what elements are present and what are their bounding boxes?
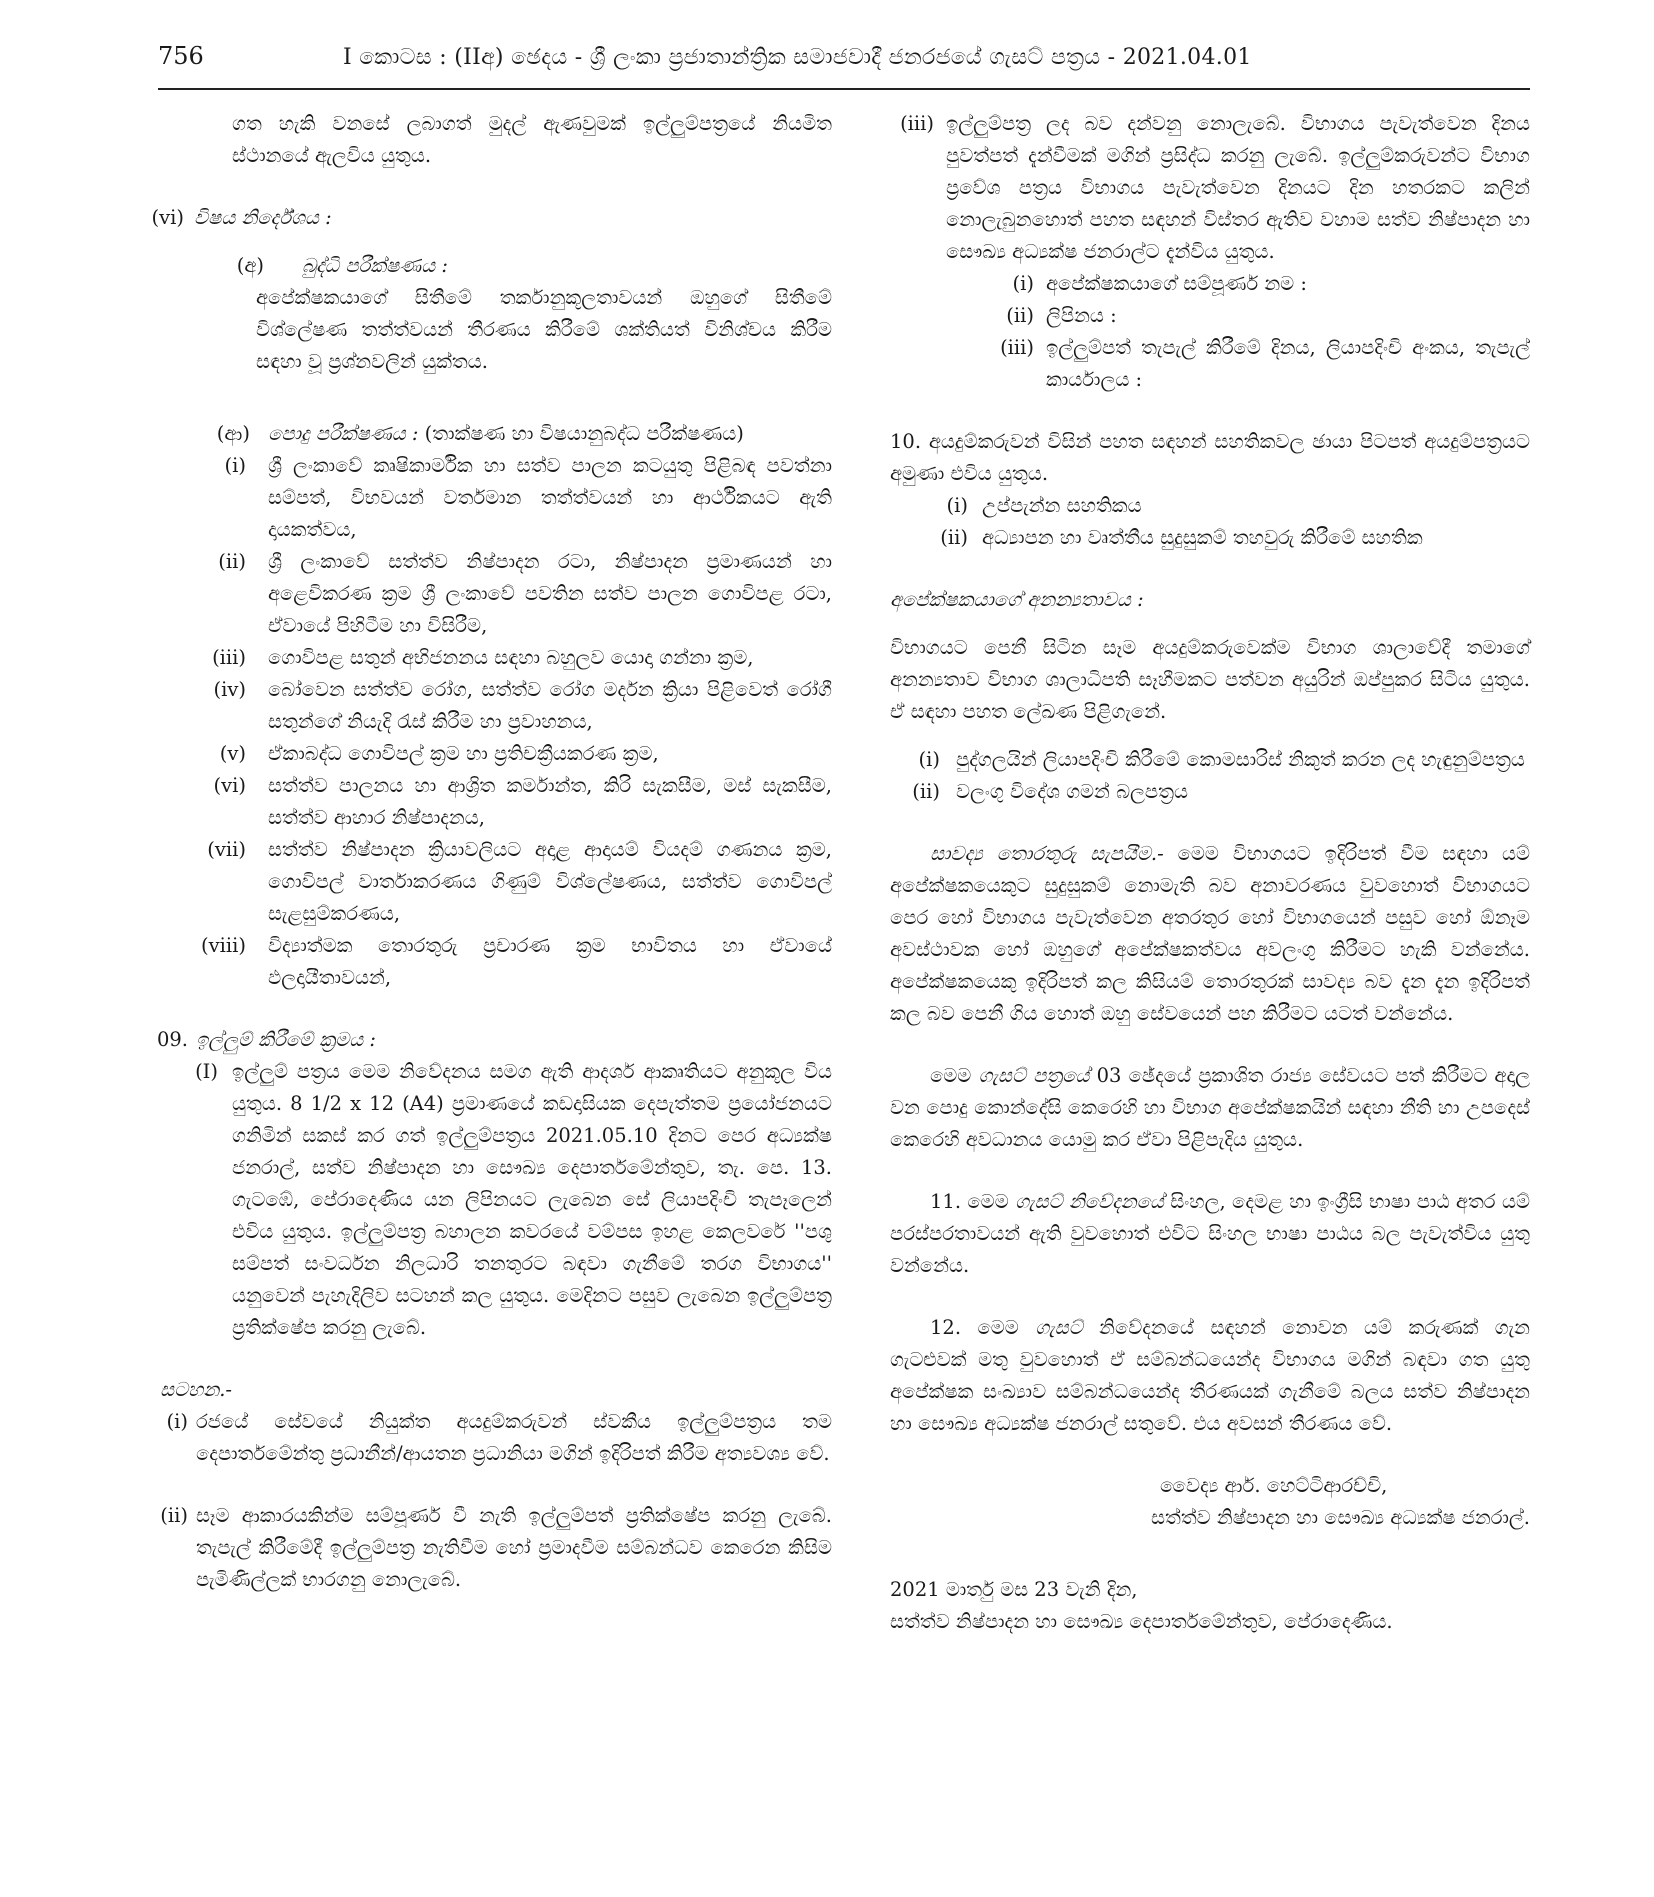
topic-text: සත්ත්ව නිෂ්පාදන ක්‍රියාවලියට අදාළ ආදායම් වියදම් ගණනය ක්‍රම, ගොවිපල් වාර්තාකරණය ගිණුම් විශ්ලේෂණය, සත්ත්ව ගොවිපල් සැළසුම්කරණය, xyxy=(268,838,832,925)
false-information-title: සාවද්‍ය තොරතුරු සැපයීම.- xyxy=(930,842,1164,865)
clause-label: (I) xyxy=(195,1060,218,1083)
identity-doc-number: (ii) xyxy=(912,780,940,803)
topic-item xyxy=(160,642,832,674)
identity-doc-item xyxy=(890,744,1530,776)
page-header xyxy=(158,42,1530,92)
detail-item xyxy=(890,268,1530,300)
general-test-subtitle: (තාක්ෂණ හා විෂයානුබද්ධ පරීක්ෂණය) xyxy=(418,422,744,445)
header-divider xyxy=(158,88,1530,90)
application-method-body: ඉල්ලුම් පත්‍රය මෙම නිවේදනය සමග ඇති ආදර්ශ ආකෘතියට අනුකූල විය යුතුය. 8 1/2 x 12 (A4) ප්‍රමාණයේ කඩදාසියක දෙපැත්තම ප්‍රයෝජනයට ගනිමින් සකස් කර ගත් ඉල්ලුම්පත්‍රය 2021.05.10 දිනට පෙර අධ්‍යක්ෂ ජනරාල්, සත්ව නිෂ්පාදන හා සෞඛ්‍ය දෙපාර්තමේන්තුව, තැ. පෙ. 13. ගැටඹේ, පේරාදෙණිය යන ලිපිනයට ලැබෙන සේ ලියාපදිංචි තැපෑලෙන් එවිය යුතුය. ඉල්ලුම්පත්‍ර බහාලන කවරයේ වම්පස ඉහළ කෙලවරේ ''පශු සම්පත් සංවර්ධන නිලධාරි තනතුරට බඳවා ගැනීමේ තරග විභාගය'' යනුවෙන් පැහැදිලිව සටහන් කල යුතුය. මෙදිනට පසුව ලැබෙන ඉල්ලුම්පත්‍ර ප්‍රතික්ෂේප කරනු ලැබේ. xyxy=(232,1060,832,1339)
topic-number: (iii) xyxy=(212,646,246,669)
certificate-number: (ii) xyxy=(940,526,968,549)
false-information-paragraph xyxy=(890,838,1530,1030)
certificate-item xyxy=(890,522,1530,554)
admission-card-text: ඉල්ලුම්පත්‍ර ලද බව දන්වනු නොලැබේ. විභාගය පැවැත්වෙන දිනය පුවත්පත් දැන්වීමක් මගින් ප්‍රසිද්ධ කරනු ලැබේ. ඉල්ලුම්කරුවන්ට විභාග ප්‍රවේශ පත්‍රය විභාගය පැවැත්වෙන දිනයට දින හතරකට කලින් නොලැබුනහොත් පහත සඳහන් විස්තර ඇතිව වහාම සත්ව නිෂ්පාදන හා සෞඛ්‍ය අධ්‍යක්ෂ ජනරාල්ට දැන්විය යුතුය. xyxy=(946,112,1530,263)
general-conditions-paragraph xyxy=(890,1060,1530,1156)
identity-doc-text: පුද්ගලයින් ලියාපදිංචි කිරීමේ කොමසාරිස් නිකුත් කරන ලද හැඳුනුම්පත්‍රය xyxy=(956,748,1525,771)
signatory-name: වෛද්‍ය ආර්. හෙට්ටිආරච්චි, xyxy=(1160,1474,1388,1497)
left-column xyxy=(151,108,832,1596)
intelligence-test-heading xyxy=(160,250,832,282)
certificates-paragraph: 10. අයදුම්කරුවන් විසින් පහත සඳහන් සහතිකවල ඡායා පිටපත් අයදුම්පත්‍රයට අමුණා එවිය යුතුය. xyxy=(890,430,1530,485)
topic-item xyxy=(160,738,832,770)
topic-item xyxy=(160,930,832,994)
language-precedence-paragraph xyxy=(890,1186,1530,1282)
identity-paragraph: විභාගයට පෙනී සිටින සෑම අයදුම්කරුවෙක්ම විභාග ශාලාවේදී තමාගේ අනන්‍යතාව විභාග ශාලාධිපති සෑහීමකට පත්වන අයුරින් ඔප්පුකර සිටිය යුතුය. ඒ සඳහා පහත ලේඛණ පිළිගැනේ. xyxy=(890,636,1530,723)
note-heading: සටහන.- xyxy=(160,1378,233,1401)
identity-doc-text: වලංගු විදේශ ගමන් බලපත්‍රය xyxy=(956,780,1188,803)
certificate-item xyxy=(890,490,1530,522)
topic-number: (i) xyxy=(224,454,246,477)
detail-number: (iii) xyxy=(1000,336,1034,359)
topic-text: බෝවෙන සත්ත්ව රෝග, සත්ත්ව රෝග මර්දන ක්‍රියා පිළිවෙත් රෝගී සතුන්ගේ නියැදි රැස් කිරීම හා ප්‍රවාහනය, xyxy=(268,678,832,733)
application-method-title: ඉල්ලුම් කිරීමේ ක්‍රමය : xyxy=(196,1028,376,1051)
final-decision-paragraph xyxy=(890,1312,1530,1440)
certificate-number: (i) xyxy=(946,494,968,517)
paragraph-text: 11. මෙම xyxy=(930,1190,1016,1213)
topic-item xyxy=(160,834,832,930)
intelligence-test-title: බුද්ධි පරීක්ෂණය : xyxy=(302,254,448,277)
detail-item xyxy=(890,332,1530,396)
identity-heading: අපේක්ෂකයාගේ අනන්‍යතාවය : xyxy=(890,588,1144,611)
topic-text: සත්ත්ව පාලනය හා ආශ්‍රිත කර්මාන්ත, කිරි සැකසීම, මස් සැකසීම, සත්ත්ව ආහාර නිෂ්පාදනය, xyxy=(268,774,832,829)
intro-paragraph: ගත හැකි වනසේ ලබාගත් මුදල් ඇණවුමක් ඉල්ලුම්පත්‍රයේ නියමිත ස්ථානයේ ඇලවිය යුතුය. xyxy=(232,112,832,167)
subsection-label: (ආ) xyxy=(216,422,250,445)
issuing-office: සත්ත්ව නිෂ්පාදන හා සෞඛ්‍ය දෙපාර්තමේන්තුව, පේරාදෙණිය. xyxy=(890,1610,1393,1633)
gazette-reference: ගැසට් පත්‍රයේ xyxy=(978,1064,1090,1087)
paragraph-text: සිංහල, දෙමළ හා ඉංග්‍රීසි භාෂා පාඨ අතර යම් පරස්පරතාවයන් ඇති වුවහොත් එවිට සිංහල භාෂා පාඨය බල පැවැත්විය යුතු වන්නේය. xyxy=(890,1190,1530,1277)
detail-text: ලිපිනය : xyxy=(1046,304,1117,327)
false-information-text: මෙම විභාගයට ඉදිරිපත් වීම සඳහා යම් අපේක්ෂකයෙකුට සුදුසුකම් නොමැති බව අනාවරණය වුවහොත් විභාගයට පෙර හෝ විභාගය පැවැත්වෙන අතරතුර හෝ විභාගයෙන් පසුව හෝ ඕනෑම අවස්ථාවක හෝ ඔහුගේ අපේක්ෂකත්වය අවලංගු කිරීමට හැකි වන්නේය. අපේක්ෂකයෙකු ඉදිරිපත් කල කිසියම් තොරතුරක් සාවද්‍ය බව දැන දැන ඉදිරිපත් කල බව පෙනී ගිය හොත් ඔහු සේවයෙන් පහ කිරීමට යටත් වන්නේය. xyxy=(890,842,1531,1025)
identity-doc-number: (i) xyxy=(918,748,940,771)
paragraph-text: මෙම xyxy=(930,1064,979,1087)
detail-text: ඉල්ලුම්පත් තැපැල් කිරීමේ දිනය, ලියාපදිංචි අංකය, තැපැල් කාර්යාලය : xyxy=(1046,336,1530,391)
topic-text: ශ්‍රී ලංකාවේ සත්ත්ව නිෂ්පාදන රටා, නිෂ්පාදන ප්‍රමාණයන් හා අළෙවිකරණ ක්‍රම ශ්‍රී ලංකාවේ පවතින සත්ව පාලන ගොවිපළ රටා, ඒවායේ පිහිටීම හා විසිරීම, xyxy=(268,550,832,637)
note-item xyxy=(160,1406,832,1470)
note-text: රජයේ සේවයේ නියුක්ත අයදුම්කරුවන් ස්වකීය ඉල්ලුම්පත්‍රය තම දෙපාර්තමේන්තු ප්‍රධානීන්/ආයතන ප්‍රධානියා මගින් ඉදිරිපත් කිරීම අත්‍යවශ්‍ය වේ. xyxy=(196,1410,832,1465)
detail-number: (ii) xyxy=(1006,304,1034,327)
topic-number: (vii) xyxy=(207,838,246,861)
application-method-text xyxy=(160,1056,832,1344)
application-method-heading xyxy=(156,1024,832,1056)
issue-date: 2021 මාර්තු මස 23 වැනි දින, xyxy=(890,1578,1138,1601)
intelligence-test-text: අපේක්ෂකයාගේ සිතීමේ තර්කානුකූලතාවයන් ඔහුගේ සිතීමේ විශ්ලේෂණ තත්ත්වයන් තීරණය කිරීමේ ශක්තියත් විනිශ්චය කිරීම සඳහා වූ ප්‍රශ්නවලින් යුක්තය. xyxy=(256,286,832,373)
detail-item xyxy=(890,300,1530,332)
general-test-heading xyxy=(160,418,832,450)
note-number: (ii) xyxy=(160,1504,188,1527)
gazette-title: I කොටස : (IIඅ) ඡෙදය - ශ්‍රී ලංකා ප්‍රජාතාන්ත්‍රික සමාජවාදී ජනරජයේ ගැසට් පත්‍රය - 2021.04.01 xyxy=(343,45,1252,70)
paragraph-text: 03 ඡේදයේ ප්‍රකාශිත රාජ්‍ය සේවයට පත් කිරීමට අදාල වන පොදු කොන්දේසි කෙරෙහි හා විභාග අපේක්ෂකයින් සඳහා නීති හා උපදෙස් කෙරෙහි අවධානය යොමු කර ඒවා පිළිපැදිය යුතුය. xyxy=(890,1064,1530,1151)
topic-text: ගොවිපළ සතුන් අභිජනනය සඳහා බහුලව යොදා ගන්නා ක්‍රම, xyxy=(268,646,754,669)
note-text: සෑම ආකාරයකින්ම සම්පූර්ණ වී නැති ඉල්ලුම්පත් ප්‍රතික්ෂේප කරනු ලැබේ. තැපැල් කිරීමේදී ඉල්ලුම්පත්‍ර නැතිවීම හෝ ප්‍රමාදවීම සම්බන්ධව කෙරෙන කිසිම පැමිණිල්ලක් භාරගනු නොලැබේ. xyxy=(196,1504,832,1591)
topic-item xyxy=(160,450,832,546)
topic-number: (viii) xyxy=(201,934,246,957)
topic-item xyxy=(160,674,832,738)
section-label: (vi) xyxy=(151,206,184,229)
topic-text: ඒකාබද්ධ ගොවිපල් ක්‍රම හා ප්‍රතිචක්‍රීයකරණ ක්‍රම, xyxy=(268,742,659,765)
syllabus-heading xyxy=(151,202,832,234)
general-test-title: පොදු පරීක්ෂණය : xyxy=(268,422,419,445)
identity-doc-item xyxy=(890,776,1530,808)
topic-number: (ii) xyxy=(218,550,246,573)
detail-text: අපේක්ෂකයාගේ සම්පූර්ණ නම : xyxy=(1046,272,1307,295)
right-column xyxy=(890,108,1530,1638)
note-item xyxy=(160,1500,832,1596)
admission-card-clause xyxy=(890,108,1530,268)
signatory-title: සත්ත්ව නිෂ්පාදන හා සෞඛ්‍ය අධ්‍යක්ෂ ජනරාල්. xyxy=(1150,1506,1530,1529)
syllabus-title: විෂය නිර්දේශය : xyxy=(194,206,332,229)
gazette-reference: ගැසට් xyxy=(1035,1316,1083,1339)
topic-item xyxy=(160,770,832,834)
subsection-label: (අ) xyxy=(236,254,264,277)
topic-number: (vi) xyxy=(213,774,246,797)
certificate-text: අධ්‍යාපන හා වෘත්තීය සුදුසුකම් තහවුරු කිරීමේ සහතික xyxy=(982,526,1423,549)
note-number: (i) xyxy=(166,1410,188,1433)
clause-label: (iii) xyxy=(900,112,934,135)
topic-text: විද්‍යාත්මක තොරතුරු ප්‍රචාරණ ක්‍රම භාවිතය හා ඒවායේ ඵලදායීතාවයන්, xyxy=(268,934,832,989)
topic-number: (v) xyxy=(219,742,246,765)
page-number: 756 xyxy=(158,42,204,70)
topic-text: ශ්‍රී ලංකාවේ කෘෂිකාර්මික හා සත්ව පාලන කටයුතු පිළිබඳ පවත්නා සම්පත්, විභවයන් වර්තමාන තත්ත්වයන් හා ආර්ථිකයට ඇති දායකත්වය, xyxy=(268,454,832,541)
topic-item xyxy=(160,546,832,642)
detail-number: (i) xyxy=(1012,272,1034,295)
paragraph-text: නිවේදනයේ සඳහන් නොවන යම් කරුණක් ගැන ගැටළුවක් මතු වුවහොත් ඒ සම්බන්ධයෙන්ද විභාගය මගින් බඳවා ගත යුතු අපේක්ෂක සංඛ්‍යාව සම්බන්ධයෙන්ද තීරණයක් ගැනීමේ බලය සත්ව නිෂ්පාදන හා සෞඛ්‍ය අධ්‍යක්ෂ ජනරාල් සතුවේ. එය අවසන් තීරණය වේ. xyxy=(890,1316,1530,1435)
paragraph-text: 12. මෙම xyxy=(930,1316,1036,1339)
section-number: 09. xyxy=(156,1028,188,1051)
certificate-text: උප්පැන්න සහතිකය xyxy=(982,494,1142,517)
gazette-reference: ගැසට් නිවේදනයේ xyxy=(1015,1190,1164,1213)
topic-number: (iv) xyxy=(213,678,246,701)
